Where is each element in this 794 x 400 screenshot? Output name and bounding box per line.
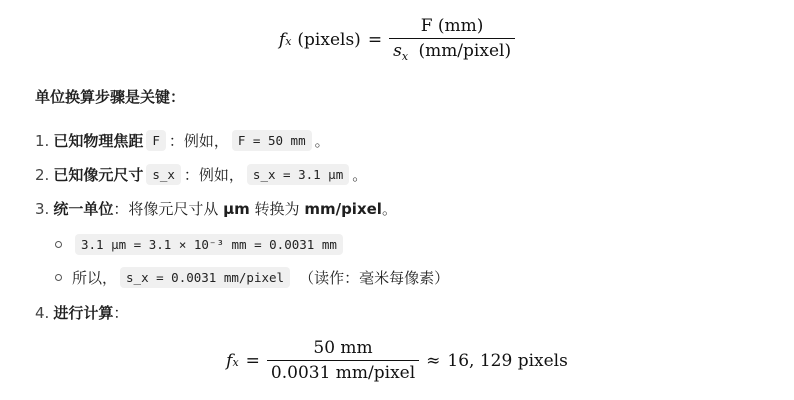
step-number: 4. <box>35 303 50 322</box>
step-number: 2. <box>35 165 50 184</box>
inline-code: s_x <box>146 164 181 185</box>
equals-sign: = <box>367 29 383 50</box>
sub-item-prefix: 所以， <box>72 269 118 287</box>
sub-list-item-2 <box>55 267 449 288</box>
step-text: ：例如， <box>183 166 244 184</box>
list-item-step-3 <box>35 198 397 219</box>
step-number: 1. <box>35 131 50 150</box>
step-bold-unit: μm <box>223 199 250 218</box>
formula-calculation <box>0 338 794 383</box>
step-end: ： <box>113 304 129 322</box>
lhs-subscript: x <box>285 34 292 48</box>
step-title: 统一单位 <box>53 200 114 218</box>
den-unit: (mm/pixel) <box>418 41 512 61</box>
lhs-unit: (pixels) <box>297 29 361 50</box>
step-title: 进行计算 <box>53 304 114 322</box>
lhs-variable: f <box>226 350 233 371</box>
sub-list-item-1 <box>55 234 346 255</box>
step-text: ：将像元尺寸从 <box>113 200 224 218</box>
fraction <box>267 338 419 383</box>
step-number: 3. <box>35 199 50 218</box>
lhs-variable: f <box>278 29 286 50</box>
den-variable: s <box>393 41 402 61</box>
list-item-step-4 <box>35 302 128 323</box>
formula-lhs <box>226 351 239 371</box>
inline-code: 3.1 μm = 3.1 × 10⁻³ mm = 0.0031 mm <box>75 234 343 255</box>
circle-bullet-icon <box>55 241 62 248</box>
formula-lhs <box>279 30 361 50</box>
inline-code: s_x = 3.1 μm <box>247 164 349 185</box>
inline-code: F <box>146 130 166 151</box>
step-text: ：例如， <box>168 132 229 150</box>
circle-bullet-icon <box>55 274 62 281</box>
step-end: 。 <box>381 200 397 218</box>
approx-sign: ≈ <box>426 350 441 371</box>
fraction-numerator: 50 mm <box>313 338 373 358</box>
step-title: 已知像元尺寸 <box>53 166 144 184</box>
fraction-numerator: F (mm) <box>420 16 484 36</box>
equals-sign: = <box>245 350 260 371</box>
list-item-step-1 <box>35 130 330 151</box>
step-title: 已知物理焦距 <box>53 132 144 150</box>
formula-result: 16, 129 pixels <box>447 350 568 371</box>
fraction-denominator: 0.0031 mm/pixel <box>267 360 419 383</box>
section-heading: 单位换算步骤是关键： <box>35 88 186 106</box>
step-bold-unit: mm/pixel <box>304 199 382 218</box>
fraction-denominator <box>389 38 515 63</box>
sub-item-suffix: （读作：毫米每像素） <box>299 269 450 287</box>
inline-code: F = 50 mm <box>232 130 312 151</box>
step-end: 。 <box>352 166 368 184</box>
step-end: 。 <box>314 132 330 150</box>
den-subscript: x <box>401 50 409 63</box>
list-item-step-2 <box>35 164 367 185</box>
lhs-subscript: x <box>232 355 239 369</box>
inline-code: s_x = 0.0031 mm/pixel <box>120 267 290 288</box>
formula-focal-length-definition <box>0 16 794 63</box>
fraction <box>389 16 515 63</box>
step-text: 转换为 <box>249 200 305 218</box>
